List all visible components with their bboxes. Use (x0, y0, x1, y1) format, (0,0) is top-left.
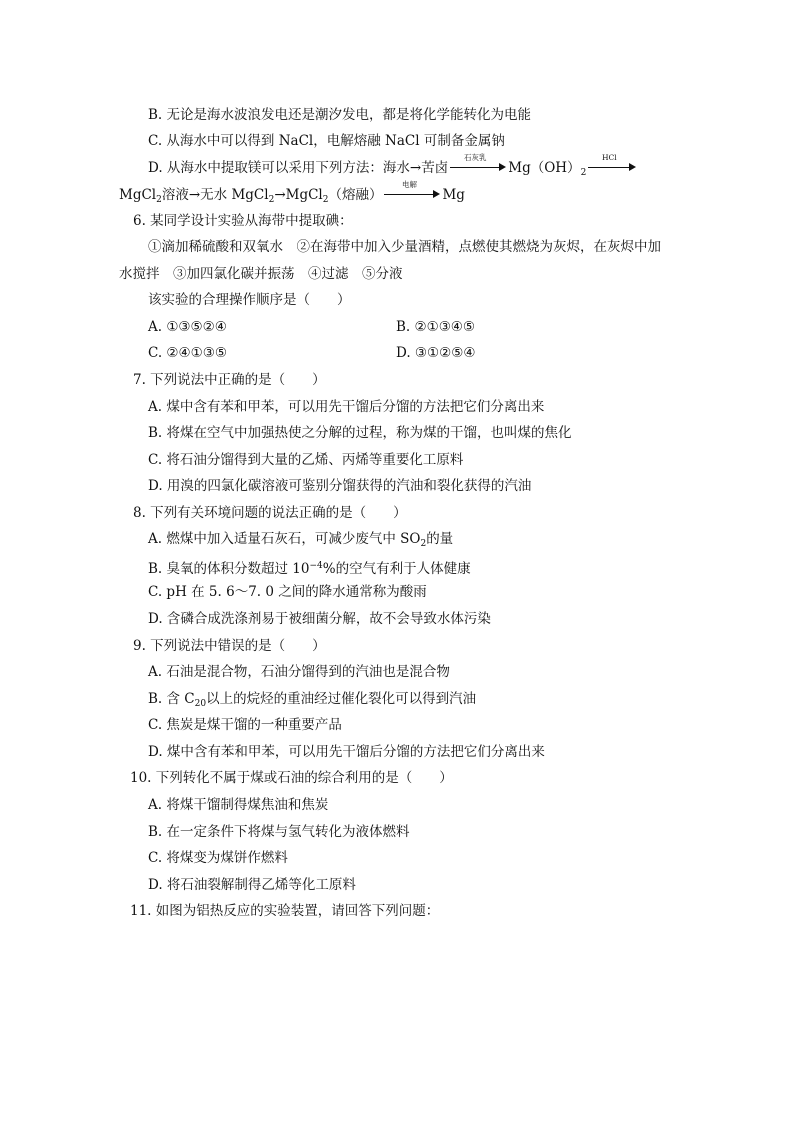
q5-option-d-line2 (119, 180, 465, 209)
mgcl2-molten: →MgCl (274, 187, 323, 203)
q6-steps-line1: ①滴加稀硫酸和双氧水 ②在海带中加入少量酒精，点燃使其燃烧为灰烬，在灰烬中加 (148, 239, 661, 255)
arrow-label-hcl: HCl (601, 153, 617, 162)
q9-option-b (148, 690, 476, 713)
q6-option-c: C. ②④①③⑤ (148, 345, 227, 361)
reaction-arrow-lime (450, 153, 506, 172)
arrow-label-lime: 石灰乳 (464, 153, 487, 162)
q9-option-b-tail: 以上的烷烃的重油经过催化裂化可以得到汽油 (206, 691, 477, 707)
q8-option-b-text: B. 臭氧的体积分数超过 10 (148, 561, 310, 577)
molten-label: （熔融） (328, 187, 383, 203)
q10-option-a: A. 将煤干馏制得煤焦油和焦炭 (148, 797, 329, 813)
subscript-2: 2 (156, 195, 162, 205)
so2-subscript: 2 (420, 539, 427, 549)
anhydrous-mgcl2: 溶液→无水 MgCl (161, 187, 269, 203)
q8-option-d: D. 含磷合成洗涤剂易于被细菌分解，故不会导致水体污染 (148, 611, 491, 627)
q5-option-b: B. 无论是海水波浪发电还是潮汐发电，都是将化学能转化为电能 (148, 107, 532, 123)
q5-option-d (148, 153, 638, 182)
mg-product: Mg (442, 187, 465, 203)
subscript-2: 2 (268, 195, 275, 205)
q6-steps-line2: 水搅拌 ③加四氯化碳并振荡 ④过滤 ⑤分液 (119, 266, 403, 282)
q6-option-d: D. ③①②⑤④ (396, 345, 476, 361)
q10-option-d: D. 将石油裂解制得乙烯等化工原料 (148, 877, 356, 893)
mgcl2-solution: MgCl (119, 187, 157, 203)
mgoh2-formula: Mg（OH） (508, 160, 581, 176)
q9-option-c: C. 焦炭是煤干馏的一种重要产品 (148, 717, 342, 733)
mgoh2-subscript: 2 (580, 168, 587, 178)
q8-option-b-tail: %的空气有利于人体健康 (322, 561, 471, 577)
q7-option-a: A. 煤中含有苯和甲苯，可以用先干馏后分馏的方法把它们分离出来 (148, 399, 545, 415)
q6-question: 该实验的合理操作顺序是（ ） (148, 292, 351, 308)
q9-stem: 9. 下列说法中错误的是（ ） (133, 638, 326, 654)
q10-option-c: C. 将煤变为煤饼作燃料 (148, 850, 288, 866)
c20-subscript: 20 (194, 699, 207, 709)
q8-option-a-tail: 的量 (426, 531, 454, 547)
subscript-2: 2 (322, 195, 329, 205)
q7-option-b: B. 将煤在空气中加强热使之分解的过程，称为煤的干馏，也叫煤的焦化 (148, 425, 572, 441)
q7-stem: 7. 下列说法中正确的是（ ） (133, 372, 326, 388)
q8-stem: 8. 下列有关环境问题的说法正确的是（ ） (133, 505, 407, 521)
q8-option-a (148, 530, 453, 553)
q6-option-b: B. ②①③④⑤ (396, 319, 476, 335)
q9-option-b-text: B. 含 C (148, 691, 195, 707)
q8-option-b (148, 557, 471, 578)
exponent: −4 (309, 561, 323, 571)
q5-option-c: C. 从海水中可以得到 NaCl，电解熔融 NaCl 可制备金属钠 (148, 133, 505, 149)
reaction-arrow-electrolysis (384, 180, 440, 199)
q9-option-a: A. 石油是混合物，石油分馏得到的汽油也是混合物 (148, 664, 450, 680)
q8-option-a-text: A. 燃煤中加入适量石灰石，可减少废气中 SO (148, 531, 421, 547)
q6-option-a: A. ①③⑤②④ (148, 319, 227, 335)
q10-stem: 10. 下列转化不属于煤或石油的综合利用的是（ ） (130, 770, 453, 786)
q7-option-c: C. 将石油分馏得到大量的乙烯、丙烯等重要化工原料 (148, 452, 464, 468)
q6-stem: 6. 某同学设计实验从海带中提取碘： (133, 213, 353, 229)
q5-option-d-text: D. 从海水中提取镁可以采用下列方法：海水→苦卤 (148, 160, 449, 176)
q8-option-c: C. pH 在 5. 6～7. 0 之间的降水通常称为酸雨 (148, 584, 427, 600)
q10-option-b: B. 在一定条件下将煤与氢气转化为液体燃料 (148, 824, 410, 840)
q9-option-d: D. 煤中含有苯和甲苯，可以用先干馏后分馏的方法把它们分离出来 (148, 744, 545, 760)
q7-option-d: D. 用溴的四氯化碳溶液可鉴别分馏获得的汽油和裂化获得的汽油 (148, 478, 532, 494)
arrow-label-electrolysis: 电解 (401, 180, 417, 189)
reaction-arrow-hcl (588, 153, 636, 172)
q11-stem: 11. 如图为铝热反应的实验装置，请回答下列问题： (130, 903, 440, 919)
